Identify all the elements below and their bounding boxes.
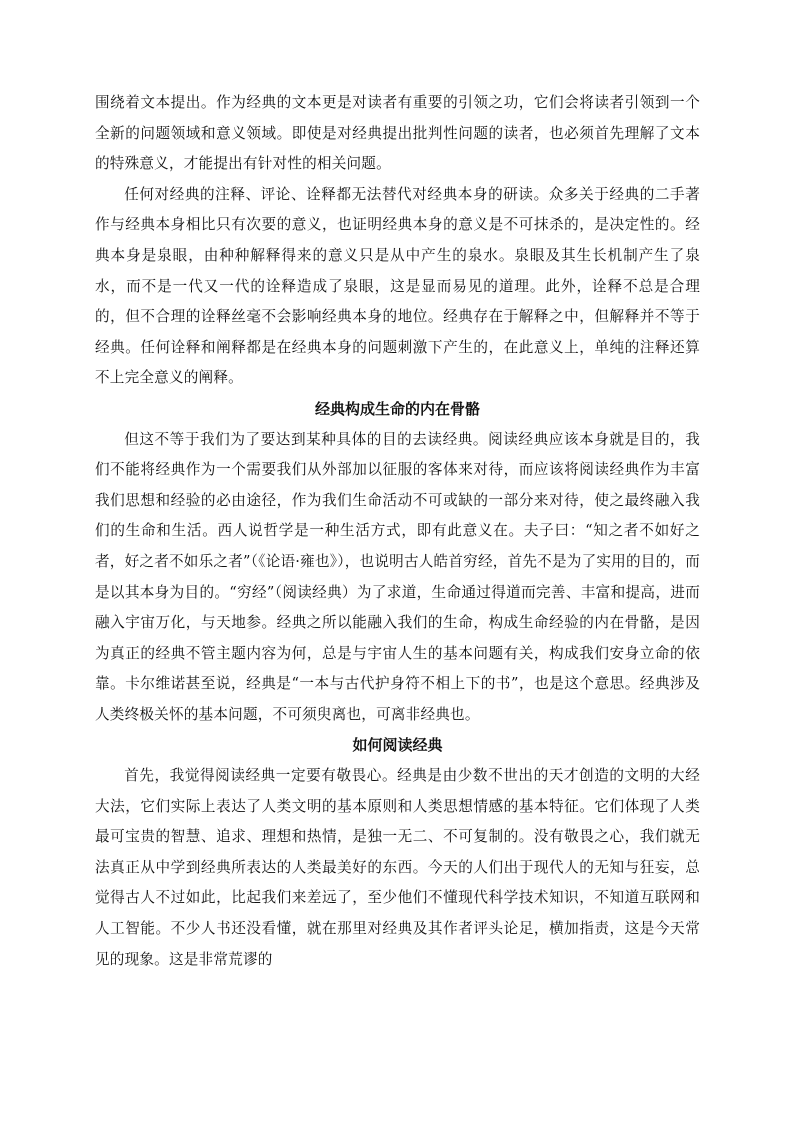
document-page	[95, 88, 700, 975]
section-heading-how-to-read: 如何阅读经典	[352, 736, 443, 755]
section-heading-inner-skeleton: 经典构成生命的内在骨骼	[314, 399, 480, 418]
paragraph-reading-purpose: 但这不等于我们为了要达到某种具体的目的去读经典。阅读经典应该本身就是目的，我们不能将经典作为一个需要我们从外部加以征服的客体来对待，而应该将阅读经典作为丰富我们思想和经验的必由途径，作为我们生命活动不可或缺的一部分来对待，使之最终融入我们的生命和生活。西人说哲学是一种生活方式，即有此意义在。夫子曰：“知之者不如好之者，好之者不如乐之者”（《论语·雍也》），也说明古人皓首穷经，首先不是为了实用的目的，而是以其本身为目的。“穷经”（阅读经典）为了求道，生命通过得道而完善、丰富和提高，进而融入宇宙万化，与天地参。经典之所以能融入我们的生命，构成生命经验的内在骨骼，是因为真正的经典不管主题内容为何，总是与宇宙人生的基本问题有关，构成我们安身立命的依靠。卡尔维诺甚至说，经典是“一本与古代护身符不相上下的书”，也是这个意思。经典涉及人类终极关怀的基本问题，不可须臾离也，可离非经典也。	[95, 430, 700, 723]
paragraph-interpretation: 任何对经典的注释、评论、诠释都无法替代对经典本身的研读。众多关于经典的二手著作与经典本身相比只有次要的意义，也证明经典本身的意义是不可抹杀的，是决定性的。经典本身是泉眼，由种种解释得来的意义只是从中产生的泉水。泉眼及其生长机制产生了泉水，而不是一代又一代的诠释造成了泉眼，这是显而易见的道理。此外，诠释不总是合理的，但不合理的诠释丝毫不会影响经典本身的地位。经典存在于解释之中，但解释并不等于经典。任何诠释和阐释都是在经典本身的问题刺激下产生的，在此意义上，单纯的注释还算不上完全意义的阐释。	[95, 185, 700, 387]
paragraph-text-continued: 围绕着文本提出。作为经典的文本更是对读者有重要的引领之功，它们会将读者引领到一个全新的问题领域和意义领域。即使是对经典提出批判性问题的读者，也必须首先理解了文本的特殊意义，才能提出有针对性的相关问题。	[95, 94, 700, 173]
paragraph-reverence: 首先，我觉得阅读经典一定要有敬畏心。经典是由少数不世出的天才创造的文明的大经大法，它们实际上表达了人类文明的基本原则和人类思想情感的基本特征。它们体现了人类最可宝贵的智慧、追求、理想和热情，是独一无二、不可复制的。没有敬畏之心，我们就无法真正从中学到经典所表达的人类最美好的东西。今天的人们出于现代人的无知与狂妄，总觉得古人不过如此，比起我们来差远了，至少他们不懂现代科学技术知识，不知道互联网和人工智能。不少人书还没看懂，就在那里对经典及其作者评头论足，横加指责，这是今天常见的现象。这是非常荒谬的	[95, 767, 700, 968]
